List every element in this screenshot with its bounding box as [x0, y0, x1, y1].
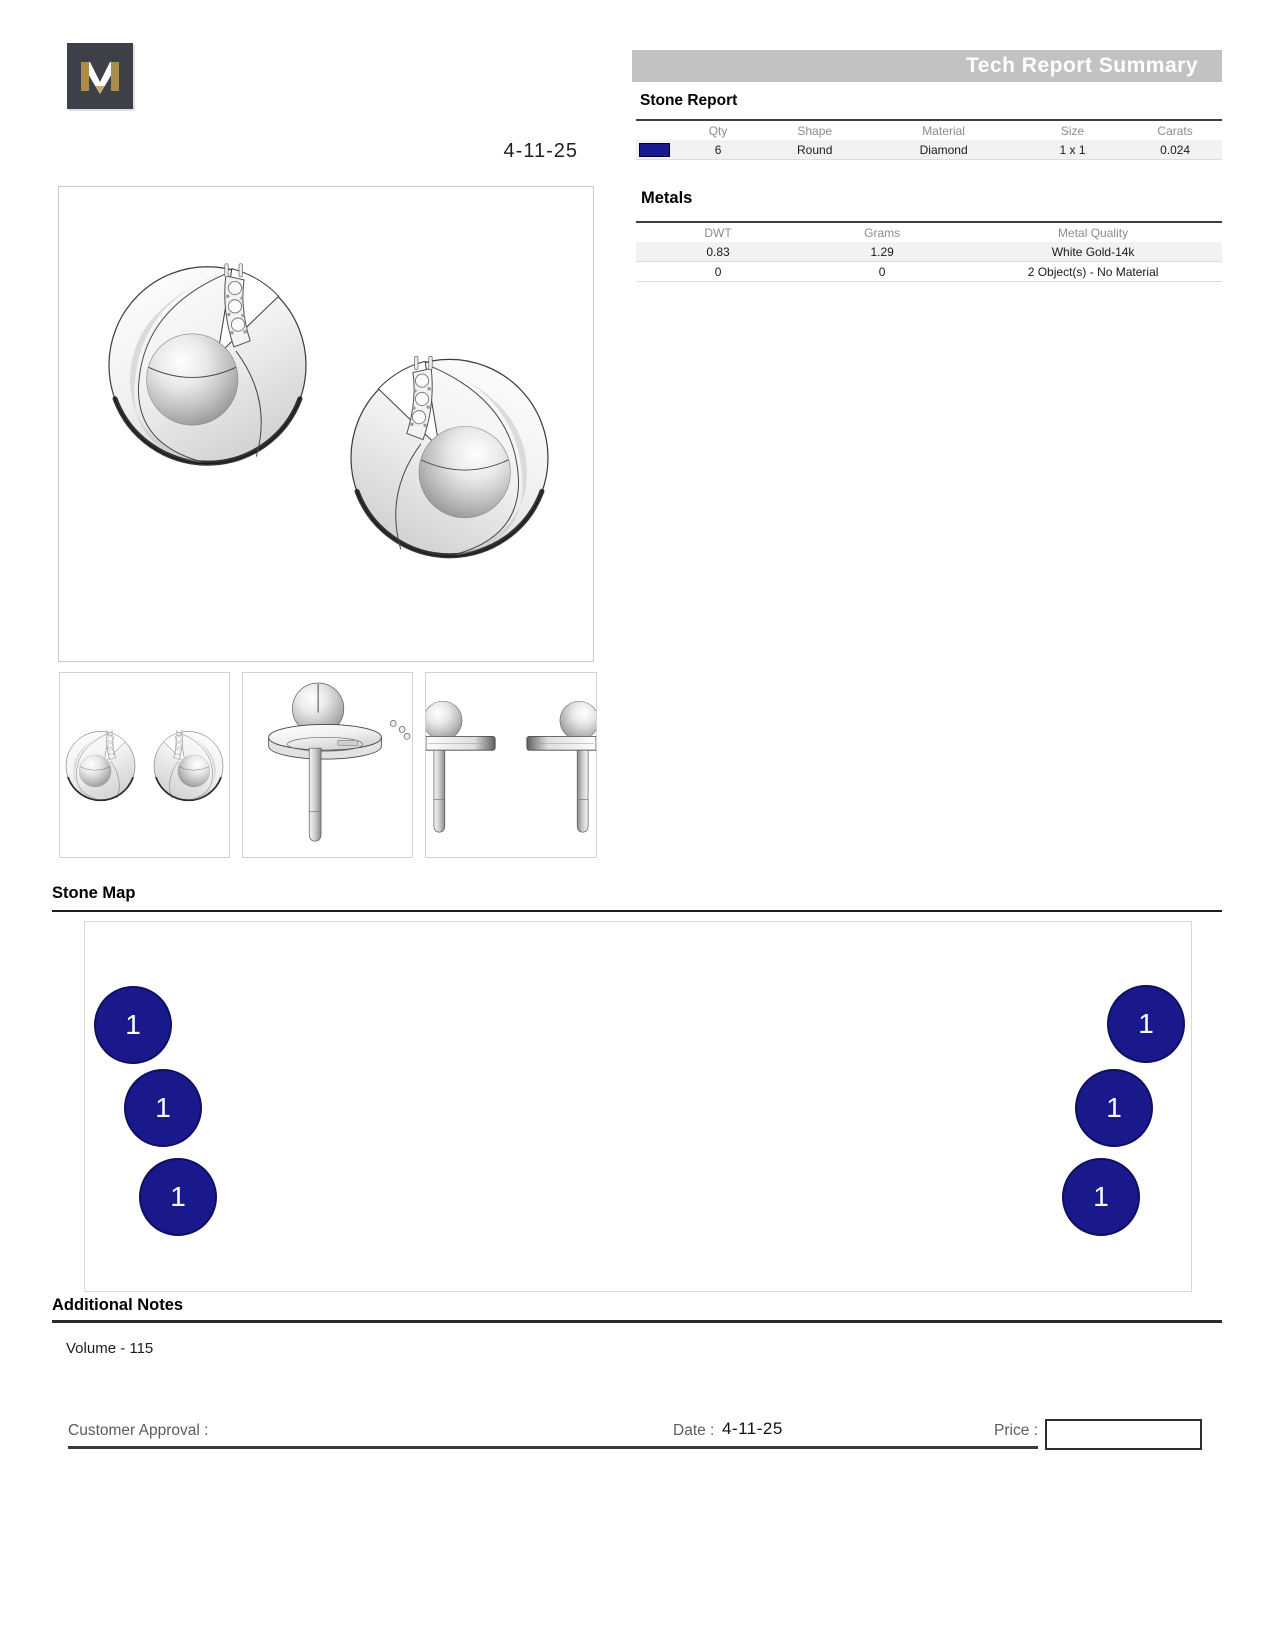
metals-heading: Metals: [641, 189, 693, 207]
signature-line: [68, 1446, 1038, 1449]
stone-marker: 1: [1062, 1158, 1140, 1236]
volume-note: Volume - 115: [66, 1340, 154, 1357]
metal-grams: 0: [878, 264, 886, 279]
customer-approval-label: Customer Approval :: [68, 1422, 209, 1439]
stone-material: Diamond: [919, 142, 968, 157]
metals-row: [636, 262, 1222, 282]
report-title-bar: [632, 50, 1222, 82]
report-title: Tech Report Summary: [966, 54, 1198, 77]
thumbnail-perspective-view: [242, 672, 413, 858]
price-label: Price :: [994, 1422, 1038, 1439]
stone-report-row: [636, 140, 1222, 160]
column-header-dwt: DWT: [704, 225, 732, 240]
footer-date-value: 4-11-25: [722, 1419, 783, 1438]
stone-shape: Round: [797, 142, 833, 157]
metal-grams: 1.29: [870, 244, 894, 259]
column-header-carats: Carats: [1157, 123, 1193, 138]
thumbnail-front-views: [59, 672, 230, 858]
stone-report-header-row: [636, 119, 1222, 140]
metal-quality: 2 Object(s) - No Material: [1027, 264, 1159, 279]
stone-qty: 6: [714, 142, 722, 157]
stone-marker: 1: [124, 1069, 202, 1147]
additional-notes-rule: [52, 1320, 1222, 1323]
column-header-qty: Qty: [708, 123, 728, 138]
stone-report-table: [636, 119, 1222, 160]
column-header-metal-quality: Metal Quality: [1058, 225, 1129, 240]
stone-map-rule: [52, 910, 1222, 912]
column-header-size: Size: [1060, 123, 1085, 138]
metal-dwt: 0: [714, 264, 722, 279]
earrings-render: [59, 187, 593, 661]
stone-map-canvas: [84, 921, 1192, 1292]
stone-marker: 1: [1075, 1069, 1153, 1147]
main-render-view: [58, 186, 594, 662]
stone-map-heading: Stone Map: [52, 884, 136, 902]
metals-table: [636, 221, 1222, 282]
stone-carats: 0.024: [1160, 142, 1191, 157]
metals-header-row: [636, 221, 1222, 242]
brand-logo: [67, 43, 133, 109]
column-header-grams: Grams: [864, 225, 901, 240]
price-input-box[interactable]: [1045, 1419, 1202, 1450]
stone-color-swatch: [639, 143, 670, 157]
metals-row: [636, 242, 1222, 262]
stone-marker: 1: [139, 1158, 217, 1236]
thumbnail-side-views: [425, 672, 597, 858]
metal-dwt: 0.83: [706, 244, 730, 259]
preview-date: 4-11-25: [503, 140, 578, 162]
column-header-shape: Shape: [797, 123, 833, 138]
stone-size: 1 x 1: [1059, 142, 1086, 157]
footer-date-label: Date :: [673, 1422, 715, 1439]
metal-quality: White Gold-14k: [1051, 244, 1135, 259]
column-header-material: Material: [922, 123, 965, 138]
m-monogram-icon: [67, 43, 133, 109]
additional-notes-heading: Additional Notes: [52, 1296, 184, 1314]
stone-report-heading: Stone Report: [640, 92, 738, 109]
stone-marker: 1: [94, 986, 172, 1064]
stone-marker: 1: [1107, 985, 1185, 1063]
